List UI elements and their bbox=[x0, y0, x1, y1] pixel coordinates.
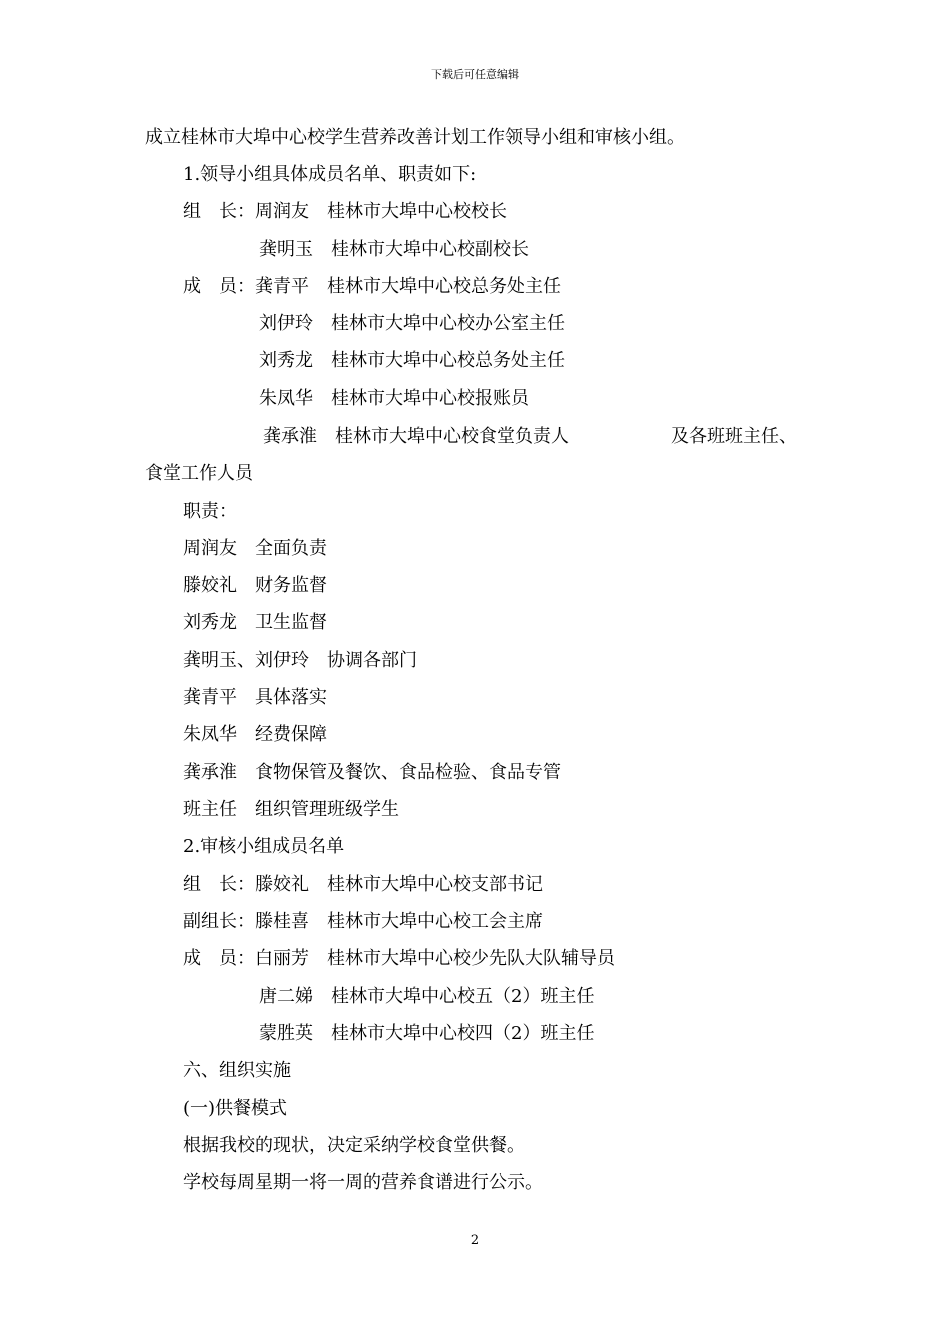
text-line: 班主任 组织管理班级学生 bbox=[183, 799, 399, 820]
text-line: 龚青平 具体落实 bbox=[183, 687, 327, 708]
text-line: 唐二娣 桂林市大埠中心校五（2）班主任 bbox=[259, 986, 595, 1007]
text-line: 六、组织实施 bbox=[183, 1060, 291, 1081]
text-line: 及各班班主任、 bbox=[671, 426, 797, 447]
text-line: 滕姣礼 财务监督 bbox=[183, 575, 327, 596]
text-line: 龚承淮 桂林市大埠中心校食堂负责人 bbox=[263, 426, 569, 447]
text-line: 周润友 全面负责 bbox=[183, 538, 327, 559]
text-line: 龚明玉、刘伊玲 协调各部门 bbox=[183, 650, 417, 671]
text-line: 副组长：滕桂喜 桂林市大埠中心校工会主席 bbox=[183, 911, 543, 932]
text-line: 学校每周星期一将一周的营养食谱进行公示。 bbox=[183, 1172, 543, 1193]
text-line: 朱凤华 经费保障 bbox=[183, 724, 327, 745]
text-line: 1.领导小组具体成员名单、职责如下: bbox=[183, 164, 477, 185]
text-line: 朱凤华 桂林市大埠中心校报账员 bbox=[259, 388, 529, 409]
text-line: 刘伊玲 桂林市大埠中心校办公室主任 bbox=[259, 313, 565, 334]
text-line: 成 员：龚青平 桂林市大埠中心校总务处主任 bbox=[183, 276, 561, 297]
text-line: 成立桂林市大埠中心校学生营养改善计划工作领导小组和审核小组。 bbox=[145, 127, 685, 148]
text-line: 刘秀龙 桂林市大埠中心校总务处主任 bbox=[259, 350, 565, 371]
text-line: 根据我校的现状，决定采纳学校食堂供餐。 bbox=[183, 1135, 525, 1156]
text-line: 刘秀龙 卫生监督 bbox=[183, 612, 327, 633]
text-line: 蒙胜英 桂林市大埠中心校四（2）班主任 bbox=[259, 1023, 595, 1044]
text-line: 食堂工作人员 bbox=[145, 463, 253, 484]
text-line: 组 长：滕姣礼 桂林市大埠中心校支部书记 bbox=[183, 874, 543, 895]
text-line: 成 员：白丽芳 桂林市大埠中心校少先队大队辅导员 bbox=[183, 948, 615, 969]
text-line: 龚明玉 桂林市大埠中心校副校长 bbox=[259, 239, 529, 260]
page-header: 下载后可任意编辑 bbox=[431, 68, 519, 81]
text-line: 组 长：周润友 桂林市大埠中心校校长 bbox=[183, 201, 507, 222]
text-line: 2.审核小组成员名单 bbox=[183, 836, 345, 857]
text-line: 职责： bbox=[183, 501, 237, 522]
text-line: (一)供餐模式 bbox=[183, 1098, 288, 1119]
text-line: 龚承淮 食物保管及餐饮、食品检验、食品专管 bbox=[183, 762, 561, 783]
page-number: 2 bbox=[470, 1233, 480, 1248]
